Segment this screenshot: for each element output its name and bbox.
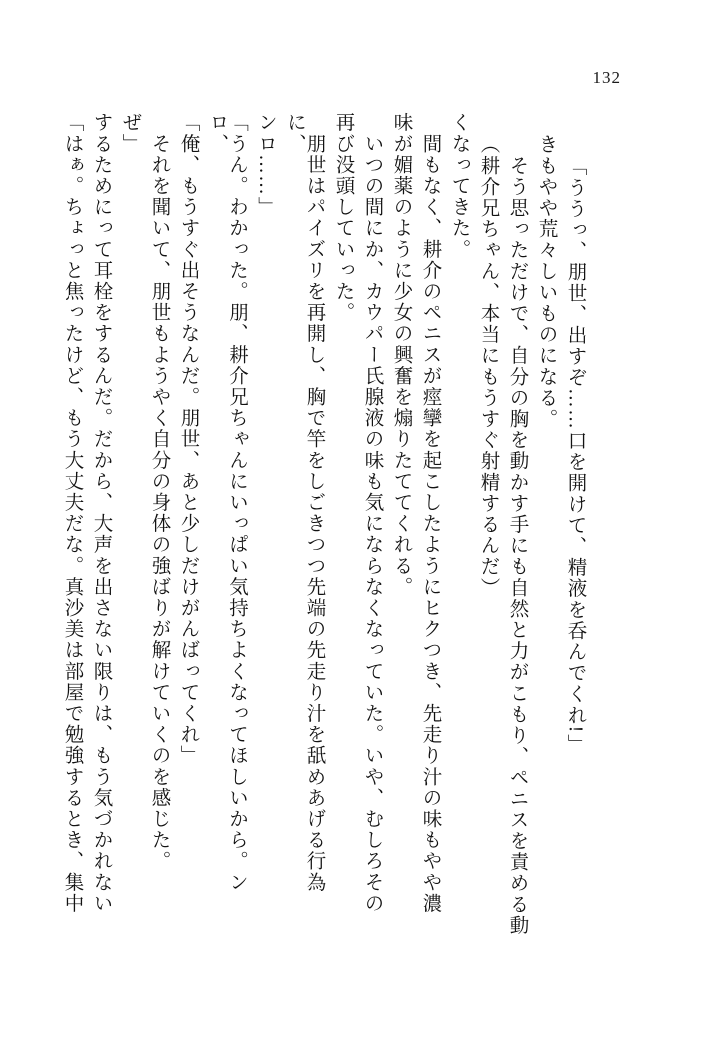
text-column: 「俺、もうすぐ出そうなんだ。朋世、あと少しだけがんばってくれ」 <box>177 112 199 767</box>
text-column: ンロ……」 <box>255 112 276 218</box>
vertical-text-body <box>61 112 647 936</box>
text-column: 朋世はパイズリを再開し、胸で竿をしごきつつ先端の先走り汁を舐めあげる行為に、 <box>284 112 325 893</box>
text-column: 「うん。わかった。朋、耕介兄ちゃんにいっぱい気持ちよくなってほしいから。ンロ、 <box>206 112 247 893</box>
text-column: きもやや荒々しいものになる。 <box>535 134 557 430</box>
text-column: そう思っただけで、自分の胸を動かす手にも自然と力がこもり、ペニスを責める動 <box>506 134 528 936</box>
text-column: くなってきた。 <box>448 112 470 260</box>
text-column: するためにって耳栓をするんだ。だから、大声を出さない限りは、もう気づかれない <box>90 112 112 914</box>
text-column: ぜ」 <box>119 112 141 155</box>
page-number: 132 <box>592 68 621 87</box>
text-column: いつの間にか、カウパー氏腺液の味も気にならなくなっていた。いや、むしろその <box>361 112 383 914</box>
text-column: 「ううっ、朋世、出すぞ……口を開けて、精液を呑んでくれ!」 <box>564 156 586 755</box>
text-column: 間もなく、耕介のペニスが痙攣を起こしたようにヒクつき、先走り汁の味もやや濃 <box>419 112 441 914</box>
text-column: （耕介兄ちゃん、本当にもうすぐ射精するんだ） <box>477 134 499 599</box>
text-column: 「はぁ。ちょっと焦ったけど、もう大丈夫だな。真沙美は部屋で勉強するとき、集中 <box>61 112 83 914</box>
text-column: 再び没頭していった。 <box>332 112 354 323</box>
text-column: それを聞いて、朋世もようやく自分の身体の強ばりが解けていくのを感じた。 <box>148 112 170 872</box>
text-column: 味が媚薬のように少女の興奮を煽りたててくれる。 <box>390 112 412 598</box>
